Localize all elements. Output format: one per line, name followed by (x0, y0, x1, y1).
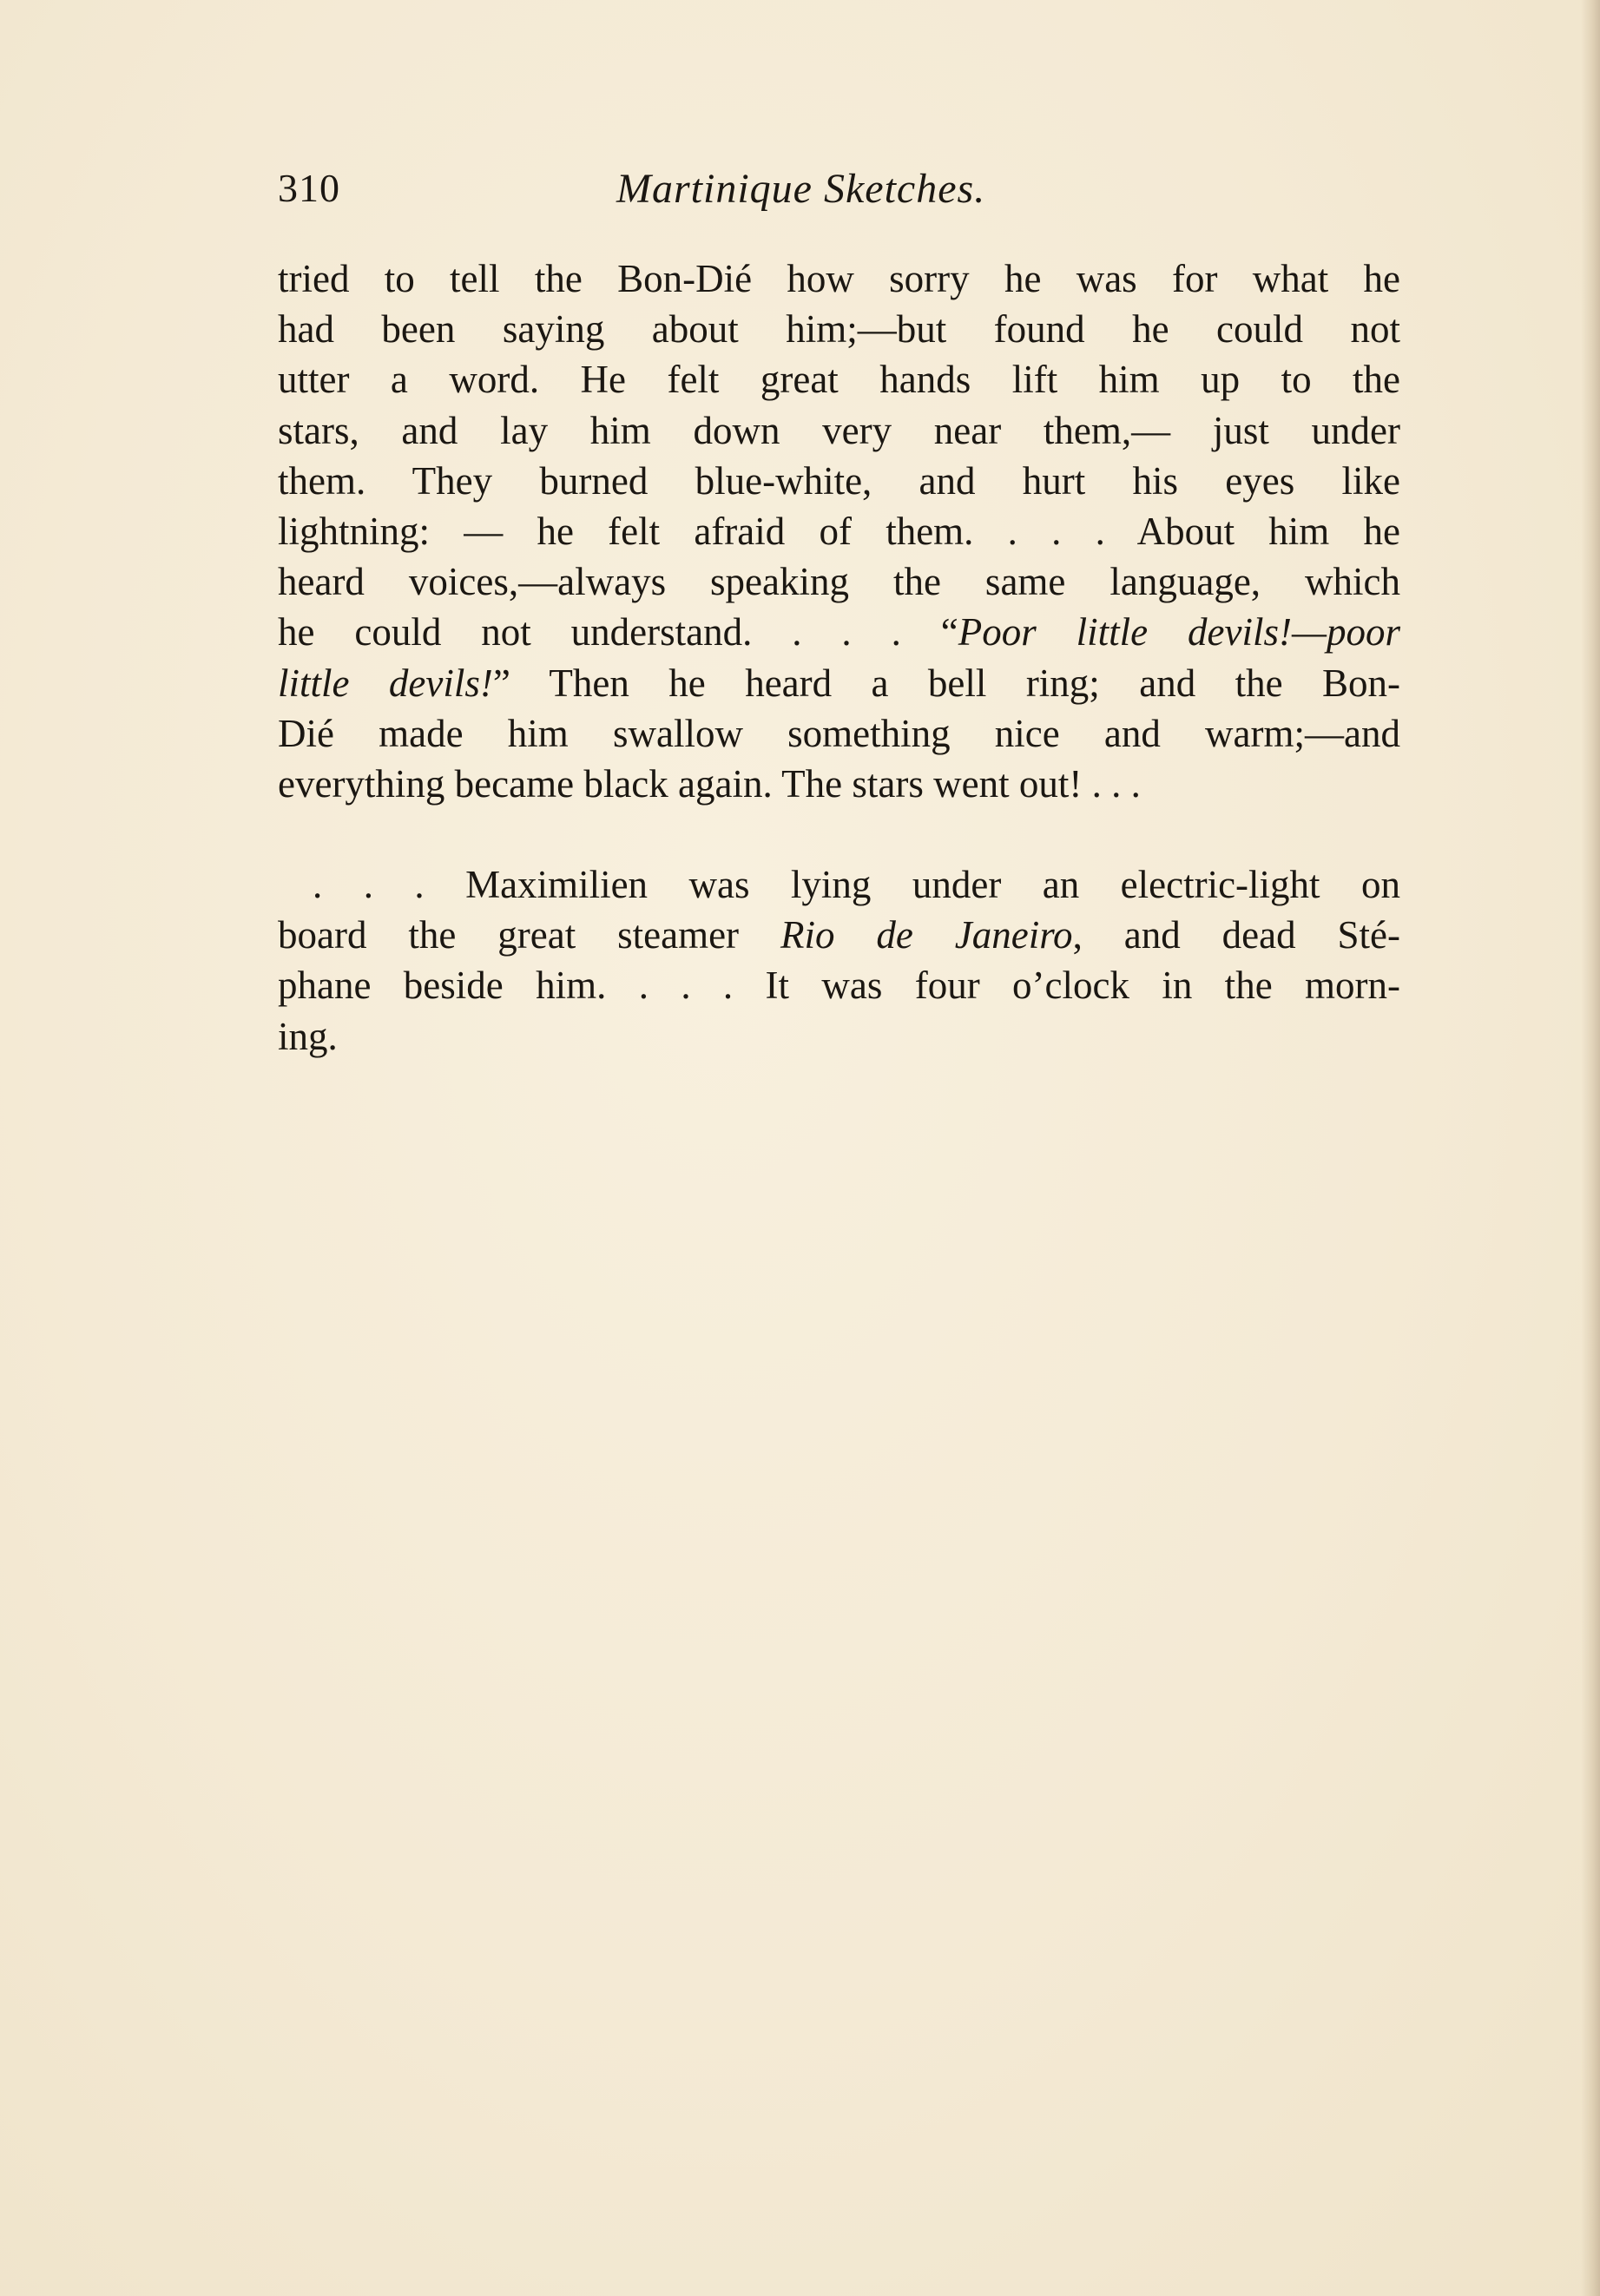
text-line (278, 405, 1400, 456)
text-segment: stars, and lay him down very near them,— just under (278, 408, 1400, 452)
text-segment: ” Then he heard a bell ring; and the Bon- (492, 661, 1401, 705)
italic-segment: Poor little devils!—poor (958, 610, 1400, 655)
text-segment: , and dead Sté- (1072, 913, 1400, 957)
page-header (278, 165, 1398, 226)
body-text (278, 253, 1400, 1062)
text-line (278, 354, 1400, 405)
text-segment: . . . Maximilien was lying under an electric-light on (313, 863, 1400, 907)
text-line (278, 607, 1400, 657)
text-segment: Dié made him swallow something nice and warm;—and (278, 711, 1400, 755)
italic-segment: Rio de Janeiro (780, 913, 1073, 957)
text-segment: he could not understand. . . . “ (278, 610, 958, 655)
text-line (278, 759, 1400, 809)
text-segment: ing. (278, 1014, 338, 1058)
text-segment: them. They burned blue-white, and hurt his eyes like (278, 458, 1400, 503)
text-line (278, 960, 1400, 1010)
text-segment: lightning: — he felt afraid of them. . . . About him he (278, 509, 1400, 553)
page-edge-shadow (1581, 0, 1600, 2296)
paragraph-gap (278, 809, 1400, 859)
text-segment: tried to tell the Bon-Dié how sorry he was for what he (278, 257, 1400, 300)
text-line (278, 456, 1400, 506)
running-title: Martinique Sketches. (616, 166, 986, 212)
text-line (278, 658, 1400, 708)
text-segment: had been saying about him;—but found he could not (278, 307, 1400, 352)
text-segment: everything became black again. The stars went out! . . . (278, 761, 1141, 806)
text-segment: utter a word. He felt great hands lift him up to the (278, 358, 1400, 402)
text-line (278, 506, 1400, 556)
text-line (278, 910, 1400, 960)
text-line (278, 253, 1400, 304)
italic-segment: little devils! (278, 661, 493, 705)
text-line (278, 708, 1400, 759)
text-line (278, 859, 1400, 910)
text-segment: phane beside him. . . . It was four o’clock in the morn- (278, 964, 1400, 1008)
page-number: 310 (278, 166, 340, 210)
text-line (278, 556, 1400, 607)
text-segment: board the great steamer (278, 913, 780, 957)
text-line (278, 1011, 1400, 1062)
text-line (278, 304, 1400, 354)
text-segment: heard voices,—always speaking the same language, which (278, 560, 1400, 604)
